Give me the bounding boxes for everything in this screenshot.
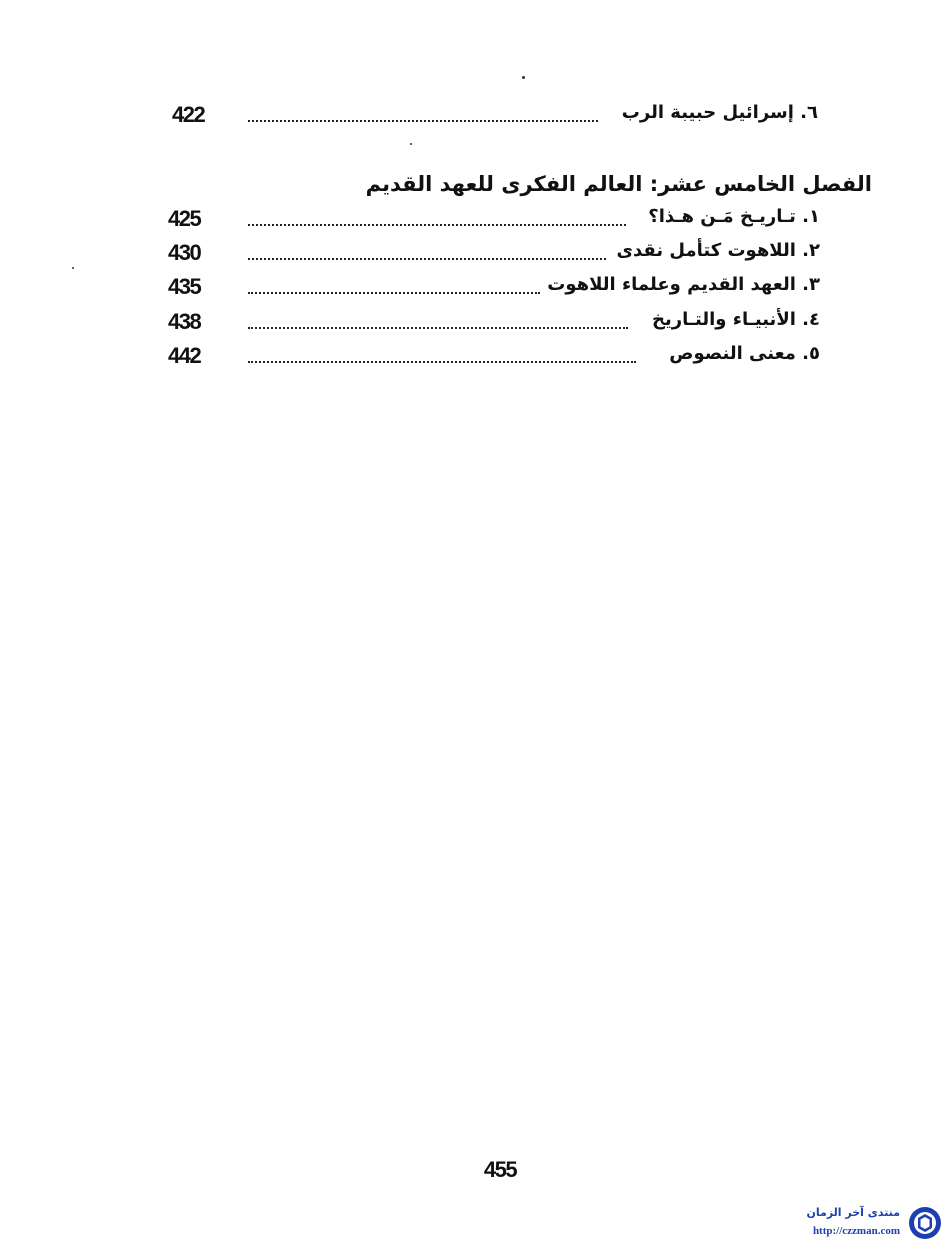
chapter-heading: الفصل الخامس عشر: العالم الفكرى للعهد القديم: [365, 172, 872, 196]
toc-dot-leader: [248, 361, 636, 363]
toc-entry: [160, 206, 820, 236]
toc-page-number: 438: [168, 309, 201, 334]
toc-dot-leader: [248, 327, 628, 329]
watermark-url: http://czzman.com: [812, 1225, 900, 1237]
toc-entry: [160, 309, 820, 339]
toc-page-number: 422: [172, 102, 205, 127]
watermark-site-name: منتدى آخر الزمان: [806, 1206, 900, 1219]
toc-dot-leader: [248, 258, 606, 260]
toc-entry: [160, 240, 820, 270]
forum-watermark: [762, 1204, 942, 1244]
toc-entry: [160, 274, 820, 304]
toc-entry-title: ٢. اللاهوت كتأمل نقدى: [616, 240, 820, 261]
toc-page-number: 442: [168, 343, 201, 368]
toc-dot-leader: [248, 292, 540, 294]
toc-page-number: 430: [168, 240, 201, 265]
toc-entry: [160, 102, 820, 132]
toc-page-number: 435: [168, 274, 201, 299]
toc-entry: [160, 343, 820, 373]
toc-page-number: 425: [168, 206, 201, 231]
forum-logo-icon: [908, 1206, 942, 1240]
toc-entry-title: ٦. إسرائيل حبيبة الرب: [621, 102, 818, 123]
scan-speck: [522, 76, 525, 79]
toc-entry-title: ٤. الأنبيـاء والتـاريخ: [652, 309, 820, 330]
scan-speck: [72, 267, 74, 269]
toc-entry-title: ٣. العهد القديم وعلماء اللاهوت: [547, 274, 820, 295]
toc-dot-leader: [248, 120, 598, 122]
page-number: 455: [483, 1157, 517, 1182]
toc-entry-title: ١. تـاريـخ مَـن هـذا؟: [648, 206, 820, 227]
scan-speck: [410, 143, 412, 145]
toc-entry-title: ٥. معنى النصوص: [669, 343, 820, 364]
toc-dot-leader: [248, 224, 626, 226]
